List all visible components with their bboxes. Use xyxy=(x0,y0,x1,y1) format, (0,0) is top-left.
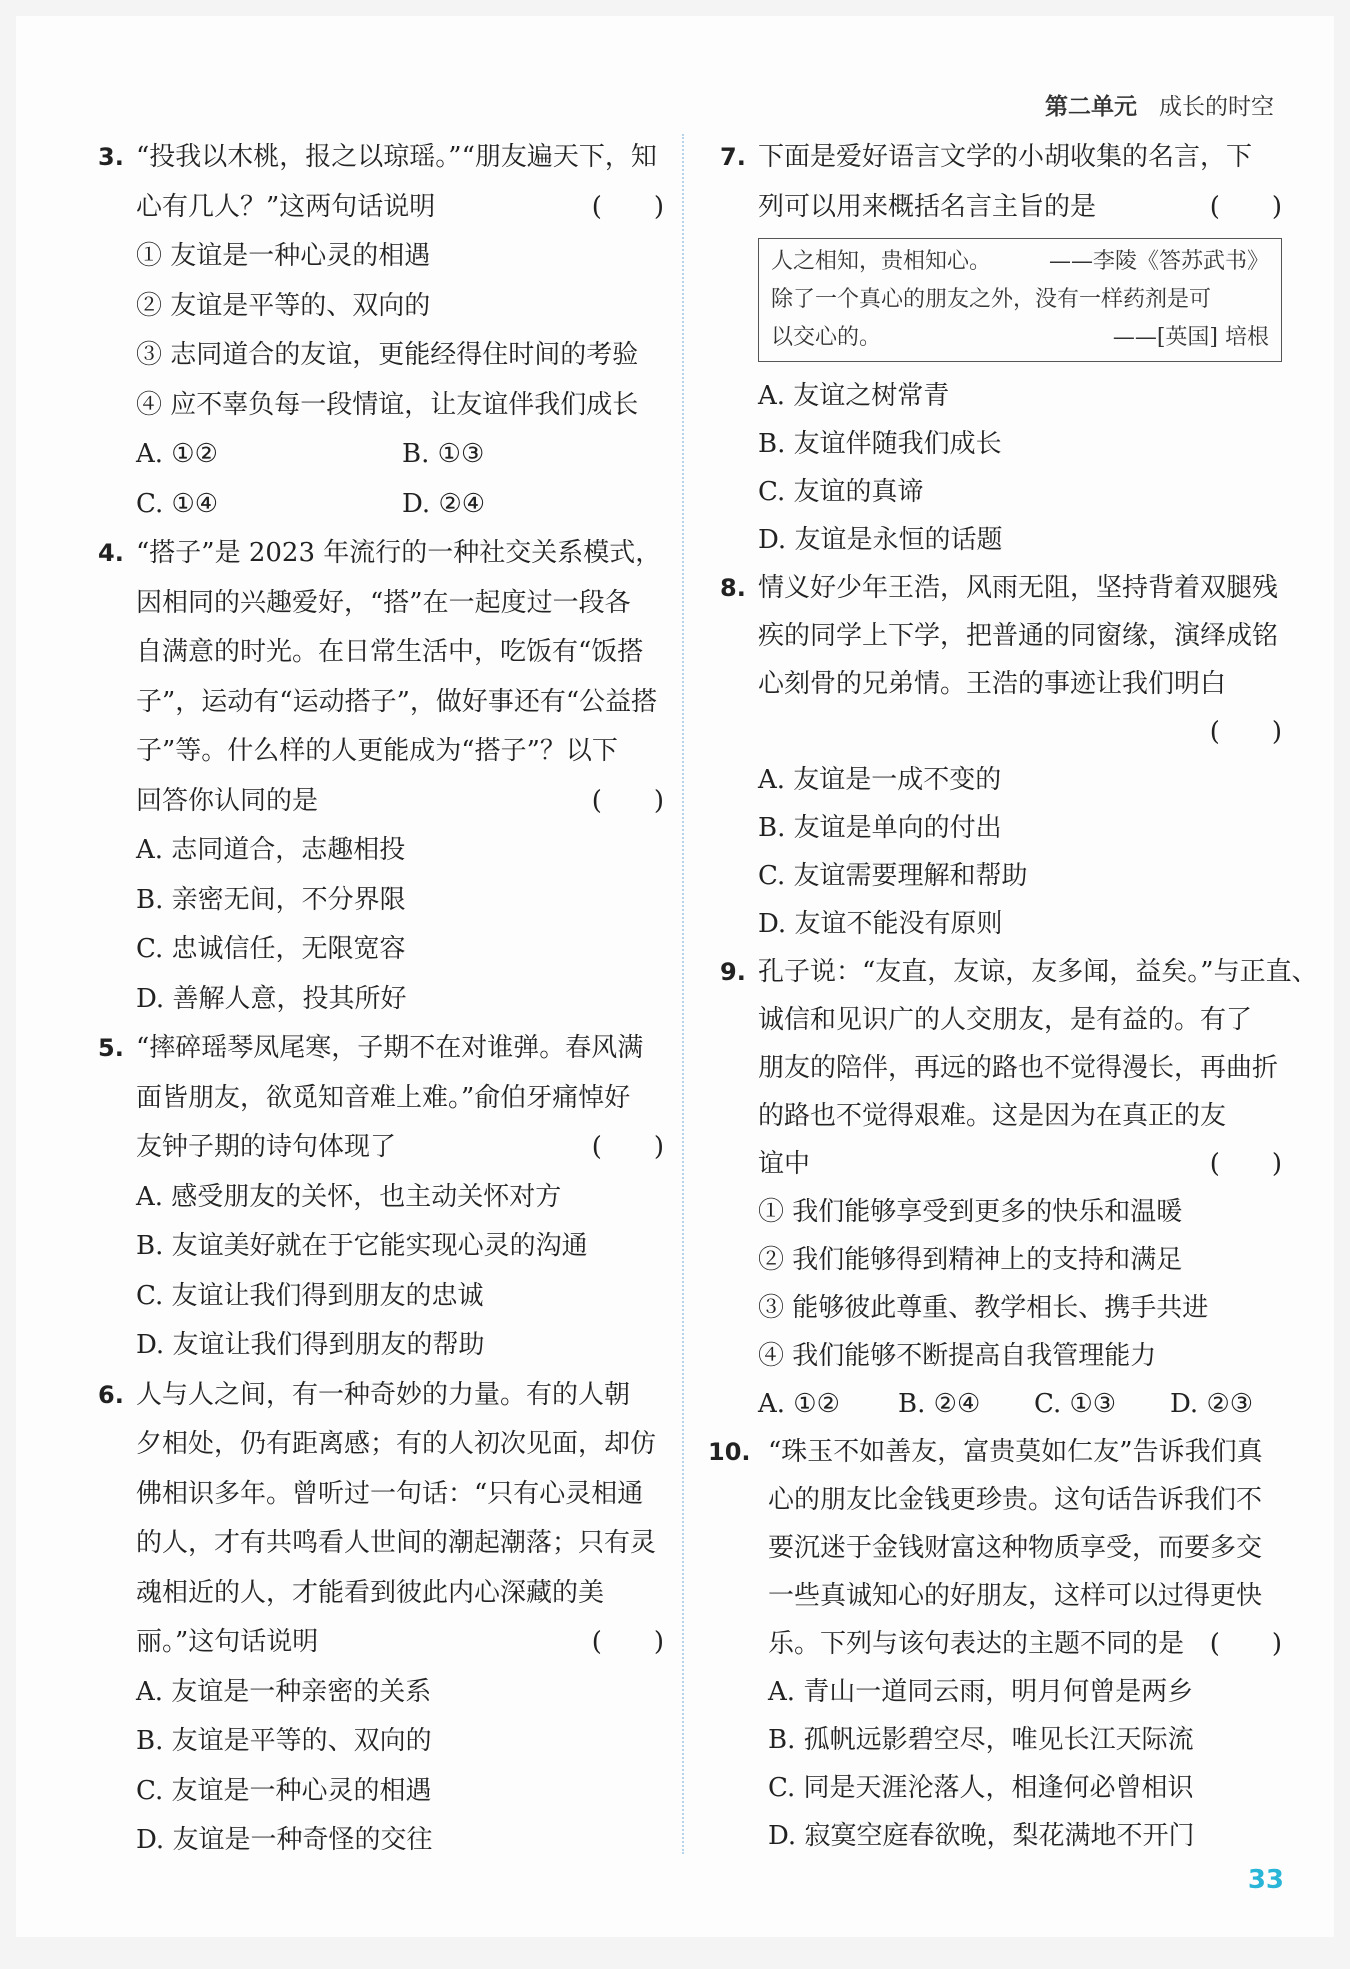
option-c[interactable]: C. 友谊的真谛 xyxy=(758,477,924,507)
option-a[interactable]: A. 友谊是一成不变的 xyxy=(758,765,1002,795)
question-text: 孔子说：“友直，友谅，友多闻，益矣。”与正直、 xyxy=(758,957,1318,987)
option-c[interactable]: C. ①④ xyxy=(136,488,219,519)
option-d[interactable]: D. ②④ xyxy=(402,488,486,519)
option-a[interactable]: A. ①② xyxy=(136,439,218,469)
option-c[interactable]: C. ①③ xyxy=(1034,1389,1117,1419)
quotation-box xyxy=(758,238,1282,362)
question-text: “投我以木桃，报之以琼瑶。”“朋友遍天下，知 xyxy=(136,142,657,172)
statement: ② 友谊是平等的、双向的 xyxy=(136,290,431,321)
statement: ③ 志同道合的友谊，更能经得住时间的考验 xyxy=(136,340,639,370)
question-text: 朋友的陪伴，再远的路也不觉得漫长，再曲折 xyxy=(758,1053,1279,1083)
option-b[interactable]: B. 孤帆远影碧空尽，唯见长江天际流 xyxy=(768,1725,1194,1755)
question-text: 魂相近的人，才能看到彼此内心深藏的美 xyxy=(136,1577,605,1608)
option-a[interactable]: A. 青山一道同云雨，明月何曾是两乡 xyxy=(768,1677,1194,1707)
question-7 xyxy=(706,133,1286,564)
answer-blank[interactable]: ( ) xyxy=(1209,717,1282,747)
option-c[interactable]: C. 友谊让我们得到朋友的忠诚 xyxy=(136,1280,484,1311)
question-text: 一些真诚知心的好朋友，这样可以过得更快 xyxy=(768,1581,1263,1611)
left-column xyxy=(84,133,668,1866)
option-b[interactable]: B. 亲密无间，不分界限 xyxy=(136,884,406,915)
option-a[interactable]: A. ①② xyxy=(758,1389,840,1419)
statement: ④ 应不辜负每一段情谊，让友谊伴我们成长 xyxy=(136,389,639,420)
question-number: 4. xyxy=(98,539,124,567)
question-6 xyxy=(84,1371,668,1866)
question-text: 自满意的时光。在日常生活中，吃饭有“饭搭 xyxy=(136,637,644,667)
unit-label: 第二单元 xyxy=(1045,94,1137,120)
option-b[interactable]: B. 友谊是平等的、双向的 xyxy=(136,1726,432,1756)
option-c[interactable]: C. 友谊需要理解和帮助 xyxy=(758,861,1028,891)
question-text: 丽。”这句话说明 xyxy=(136,1627,319,1657)
answer-blank[interactable]: ( ) xyxy=(591,785,664,816)
quote-source: ——李陵《答苏武书》 xyxy=(1048,249,1269,274)
question-text: 疾的同学上下学，把普通的同窗缘，演绎成铭 xyxy=(758,621,1279,651)
question-10 xyxy=(706,1428,1286,1860)
question-text: 夕相处，仍有距离感；有的人初次见面，却仿 xyxy=(136,1429,657,1459)
quote-text: 人之相知，贵相知心。 xyxy=(771,249,992,274)
question-number: 10. xyxy=(708,1438,751,1466)
question-number: 9. xyxy=(720,958,746,986)
question-text: 诚信和见识广的人交朋友，是有益的。有了 xyxy=(758,1005,1253,1035)
option-b[interactable]: B. 友谊是单向的付出 xyxy=(758,813,1002,843)
question-text: 下面是爱好语言文学的小胡收集的名言，下 xyxy=(758,142,1253,172)
statement: ② 我们能够得到精神上的支持和满足 xyxy=(758,1245,1183,1275)
question-text: 佛相识多年。曾听过一句话：“只有心灵相通 xyxy=(136,1478,644,1509)
question-9 xyxy=(706,948,1318,1428)
option-d[interactable]: D. 善解人意，投其所好 xyxy=(136,983,407,1014)
option-a[interactable]: A. 感受朋友的关怀，也主动关怀对方 xyxy=(136,1181,562,1212)
quote-source: ——[英国] 培根 xyxy=(1112,325,1269,350)
option-d[interactable]: D. 友谊让我们得到朋友的帮助 xyxy=(136,1330,485,1360)
answer-blank[interactable]: ( ) xyxy=(591,1132,664,1162)
option-b[interactable]: B. 友谊伴随我们成长 xyxy=(758,429,1002,459)
page-header xyxy=(1045,88,1274,121)
question-number: 5. xyxy=(98,1034,124,1062)
question-text: 子”等。什么样的人更能成为“搭子”？以下 xyxy=(136,736,618,766)
answer-blank[interactable]: ( ) xyxy=(1209,191,1282,222)
statement: ④ 我们能够不断提高自我管理能力 xyxy=(758,1341,1157,1371)
option-c[interactable]: C. 友谊是一种心灵的相遇 xyxy=(136,1775,432,1806)
question-8 xyxy=(706,564,1286,948)
option-d[interactable]: D. 友谊是一种奇怪的交往 xyxy=(136,1825,433,1855)
question-text: 心的朋友比金钱更珍贵。这句话告诉我们不 xyxy=(768,1485,1263,1515)
answer-blank[interactable]: ( ) xyxy=(1209,1629,1282,1659)
quote-text: 除了一个真心的朋友之外，没有一样药剂是可 xyxy=(771,287,1212,312)
statement: ① 我们能够享受到更多的快乐和温暖 xyxy=(758,1197,1183,1227)
unit-title: 成长的时空 xyxy=(1159,94,1274,120)
option-d[interactable]: D. 友谊是永恒的话题 xyxy=(758,525,1003,555)
statement: ③ 能够彼此尊重、教学相长、携手共进 xyxy=(758,1293,1209,1323)
question-text: 友钟子期的诗句体现了 xyxy=(136,1132,397,1162)
page-number: 33 xyxy=(1247,1865,1284,1895)
option-a[interactable]: A. 友谊是一种亲密的关系 xyxy=(136,1676,432,1707)
column-divider xyxy=(682,134,684,1854)
option-a[interactable]: A. 友谊之树常青 xyxy=(758,381,950,411)
question-text: 的人，才有共鸣看人世间的潮起潮落；只有灵 xyxy=(136,1528,657,1558)
option-d[interactable]: D. 寂寞空庭春欲晚，梨花满地不开门 xyxy=(768,1821,1195,1851)
question-number: 3. xyxy=(98,143,124,171)
question-number: 7. xyxy=(720,143,746,171)
question-4 xyxy=(84,529,668,1024)
right-column xyxy=(706,133,1318,1860)
question-text: “摔碎瑶琴凤尾寒，子期不在对谁弹。春风满 xyxy=(136,1033,644,1063)
option-b[interactable]: B. ①③ xyxy=(402,439,485,469)
question-text: 子”，运动有“运动搭子”，做好事还有“公益搭 xyxy=(136,686,658,717)
question-text: “搭子”是 2023 年流行的一种社交关系模式， xyxy=(136,538,662,568)
question-text: 因相同的兴趣爱好，“搭”在一起度过一段各 xyxy=(136,587,631,618)
question-text: 谊中 xyxy=(758,1149,811,1179)
answer-blank[interactable]: ( ) xyxy=(1209,1149,1282,1179)
option-d[interactable]: D. ②③ xyxy=(1170,1389,1254,1419)
question-number: 8. xyxy=(720,574,746,602)
question-text: 乐。下列与该句表达的主题不同的是 xyxy=(768,1629,1185,1659)
question-5 xyxy=(84,1024,668,1371)
option-a[interactable]: A. 志同道合，志趣相投 xyxy=(136,835,406,865)
option-b[interactable]: B. 友谊美好就在于它能实现心灵的沟通 xyxy=(136,1231,588,1261)
option-c[interactable]: C. 同是天涯沦落人，相逢何必曾相识 xyxy=(768,1773,1194,1803)
option-b[interactable]: B. ②④ xyxy=(898,1389,981,1419)
question-text: 要沉迷于金钱财富这种物质享受，而要多交 xyxy=(768,1533,1263,1563)
question-text: 列可以用来概括名言主旨的是 xyxy=(758,191,1097,222)
option-d[interactable]: D. 友谊不能没有原则 xyxy=(758,909,1003,939)
question-text: 情义好少年王浩，风雨无阻，坚持背着双腿残 xyxy=(758,573,1279,603)
question-3 xyxy=(84,133,668,529)
question-text: 人与人之间，有一种奇妙的力量。有的人朝 xyxy=(136,1379,631,1410)
question-text: 回答你认同的是 xyxy=(136,785,319,816)
question-text: 面皆朋友，欲觅知音难上难。”俞伯牙痛悼好 xyxy=(136,1082,631,1113)
question-text: 心有几人？”这两句话说明 xyxy=(136,191,436,222)
quote-text: 以交心的。 xyxy=(771,325,882,350)
answer-blank[interactable]: ( ) xyxy=(591,1627,664,1657)
question-text: “珠玉不如善友，富贵莫如仁友”告诉我们真 xyxy=(768,1437,1263,1467)
statement: ① 友谊是一种心灵的相遇 xyxy=(136,241,431,271)
question-text: 的路也不觉得艰难。这是因为在真正的友 xyxy=(758,1101,1227,1131)
question-number: 6. xyxy=(98,1380,124,1409)
question-text: 心刻骨的兄弟情。王浩的事迹让我们明白 xyxy=(758,669,1227,699)
option-c[interactable]: C. 忠诚信任，无限宽容 xyxy=(136,934,406,964)
answer-blank[interactable]: ( ) xyxy=(591,191,664,222)
workbook-page xyxy=(16,16,1334,1937)
